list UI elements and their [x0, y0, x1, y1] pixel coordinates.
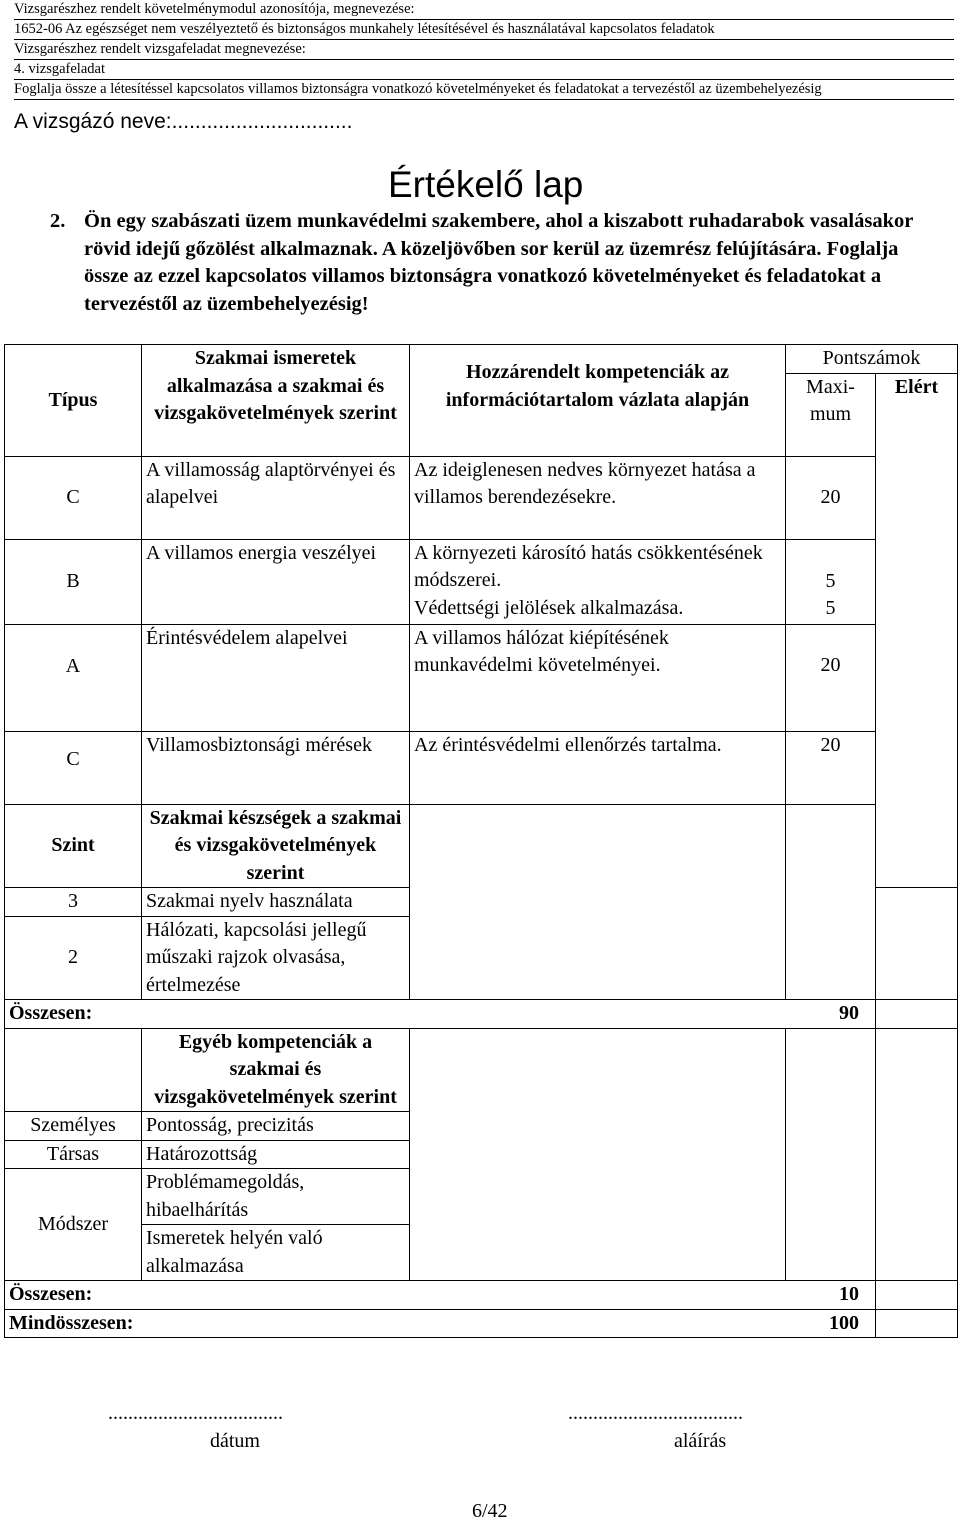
total-row	[5, 1309, 876, 1338]
header-line-task-label: Vizsgarészhez rendelt vizsgafeladat megnevezése:	[14, 40, 954, 60]
subtotal-label: Összesen:	[9, 1002, 93, 1024]
row-competence: A villamos hálózat kiépítésének munkavédelmi követelményei.	[410, 624, 786, 731]
other-item: Pontosság, precizitás	[142, 1112, 410, 1141]
total-label: Mindösszesen:	[9, 1311, 134, 1334]
page-number: 6/42	[472, 1500, 508, 1522]
skill-name: Szakmai nyelv használata	[142, 888, 410, 917]
subtotal-row	[5, 1281, 876, 1310]
skill-level: 3	[5, 888, 142, 917]
header-other: Egyéb kompetenciák a szakmai és vizsgakövetelmények szerint	[142, 1028, 410, 1112]
header-competence: Hozzárendelt kompetenciák az információtartalom vázlata alapján	[410, 345, 786, 457]
row-type: B	[5, 539, 142, 624]
row-knowledge: A villamos energia veszélyei	[142, 539, 410, 624]
candidate-name-line: A vizsgázó neve:...............................	[14, 110, 353, 133]
date-dots: ...................................	[108, 1402, 283, 1424]
row-knowledge: A villamosság alaptörvényei és alapelvei	[142, 456, 410, 539]
row-max: 20	[786, 731, 876, 804]
date-label: dátum	[210, 1430, 260, 1452]
header-line-task-number: 4. vizsgafeladat	[14, 60, 954, 80]
skill-name: Hálózati, kapcsolási jellegű műszaki rajzok olvasása, értelmezése	[142, 916, 410, 1000]
other-item: Határozottság	[142, 1140, 410, 1169]
header-skills: Szakmai készségek a szakmai és vizsgakövetelmények szerint	[142, 804, 410, 888]
header-max: Maxi-mum	[786, 373, 876, 456]
row-competence: Az ideiglenesen nedves környezet hatása a villamos berendezésekre.	[410, 456, 786, 539]
table-row	[5, 456, 958, 539]
other-item: Ismeretek helyén való alkalmazása	[142, 1225, 410, 1281]
skill-level: 2	[5, 916, 142, 1000]
header-knowledge: Szakmai ismeretek alkalmazása a szakmai és vizsgakövetelmények szerint	[142, 345, 410, 457]
other-category: Társas	[5, 1140, 142, 1169]
competence-line: Védettségi jelölések alkalmazása.	[414, 596, 684, 619]
task-number: 2.	[50, 210, 66, 232]
row-knowledge: Villamosbiztonsági mérések	[142, 731, 410, 804]
subtotal-value: 10	[839, 1283, 859, 1305]
page-title: Értékelő lap	[388, 164, 584, 205]
header-achieved: Elért	[876, 373, 958, 888]
header-level: Szint	[5, 804, 142, 888]
header-line-module-label: Vizsgarészhez rendelt követelménymodul azonosítója, megnevezése:	[14, 0, 954, 20]
table-row	[5, 539, 958, 624]
row-competence	[410, 539, 786, 624]
row-max: 20	[786, 624, 876, 731]
header-type: Típus	[5, 345, 142, 457]
table-row	[5, 624, 958, 731]
header-line-module-name: 1652-06 Az egészséget nem veszélyeztető és biztonságos munkahely létesítésével és használatával kapcsolatos feladatok	[14, 20, 954, 40]
other-category: Módszer	[5, 1169, 142, 1281]
signature-label: aláírás	[674, 1430, 727, 1452]
row-max: 5 5	[786, 539, 876, 624]
document-header	[14, 0, 954, 100]
evaluation-table	[4, 344, 958, 1338]
row-competence: Az érintésvédelmi ellenőrzés tartalma.	[410, 731, 786, 804]
signature-dots: ...................................	[568, 1402, 743, 1424]
row-type: C	[5, 456, 142, 539]
task-description	[50, 208, 930, 318]
other-category: Személyes	[5, 1112, 142, 1141]
row-type: A	[5, 624, 142, 731]
subtotal-row	[5, 1000, 876, 1029]
total-value: 100	[829, 1311, 859, 1334]
row-max: 20	[786, 456, 876, 539]
header-line-task-name: Foglalja össze a létesítéssel kapcsolatos villamos biztonságra vonatkozó követelményeket és feladatokat a tervezéstől az üzembehelyezésig	[14, 80, 954, 100]
subtotal-value: 90	[839, 1002, 859, 1024]
competence-line: A környezeti károsító hatás csökkentésének módszerei.	[414, 541, 763, 591]
table-row	[5, 731, 958, 804]
subtotal-label: Összesen:	[9, 1283, 93, 1305]
task-text: Ön egy szabászati üzem munkavédelmi szakembere, ahol a kiszabott ruhadarabok vasalásakor rövid idejű gőzölést alkalmaznak. A közeljövőben sor kerül az üzemrész felújítására. Foglalja össze az ezzel kapcsolatos villamos biztonságra vonatkozó követelményeket és feladatokat a tervezéstől az üzembehelyezésig!	[84, 210, 913, 315]
header-points: Pontszámok	[786, 345, 958, 374]
other-item: Problémamegoldás, hibaelhárítás	[142, 1169, 410, 1225]
row-knowledge: Érintésvédelem alapelvei	[142, 624, 410, 731]
row-type: C	[5, 731, 142, 804]
